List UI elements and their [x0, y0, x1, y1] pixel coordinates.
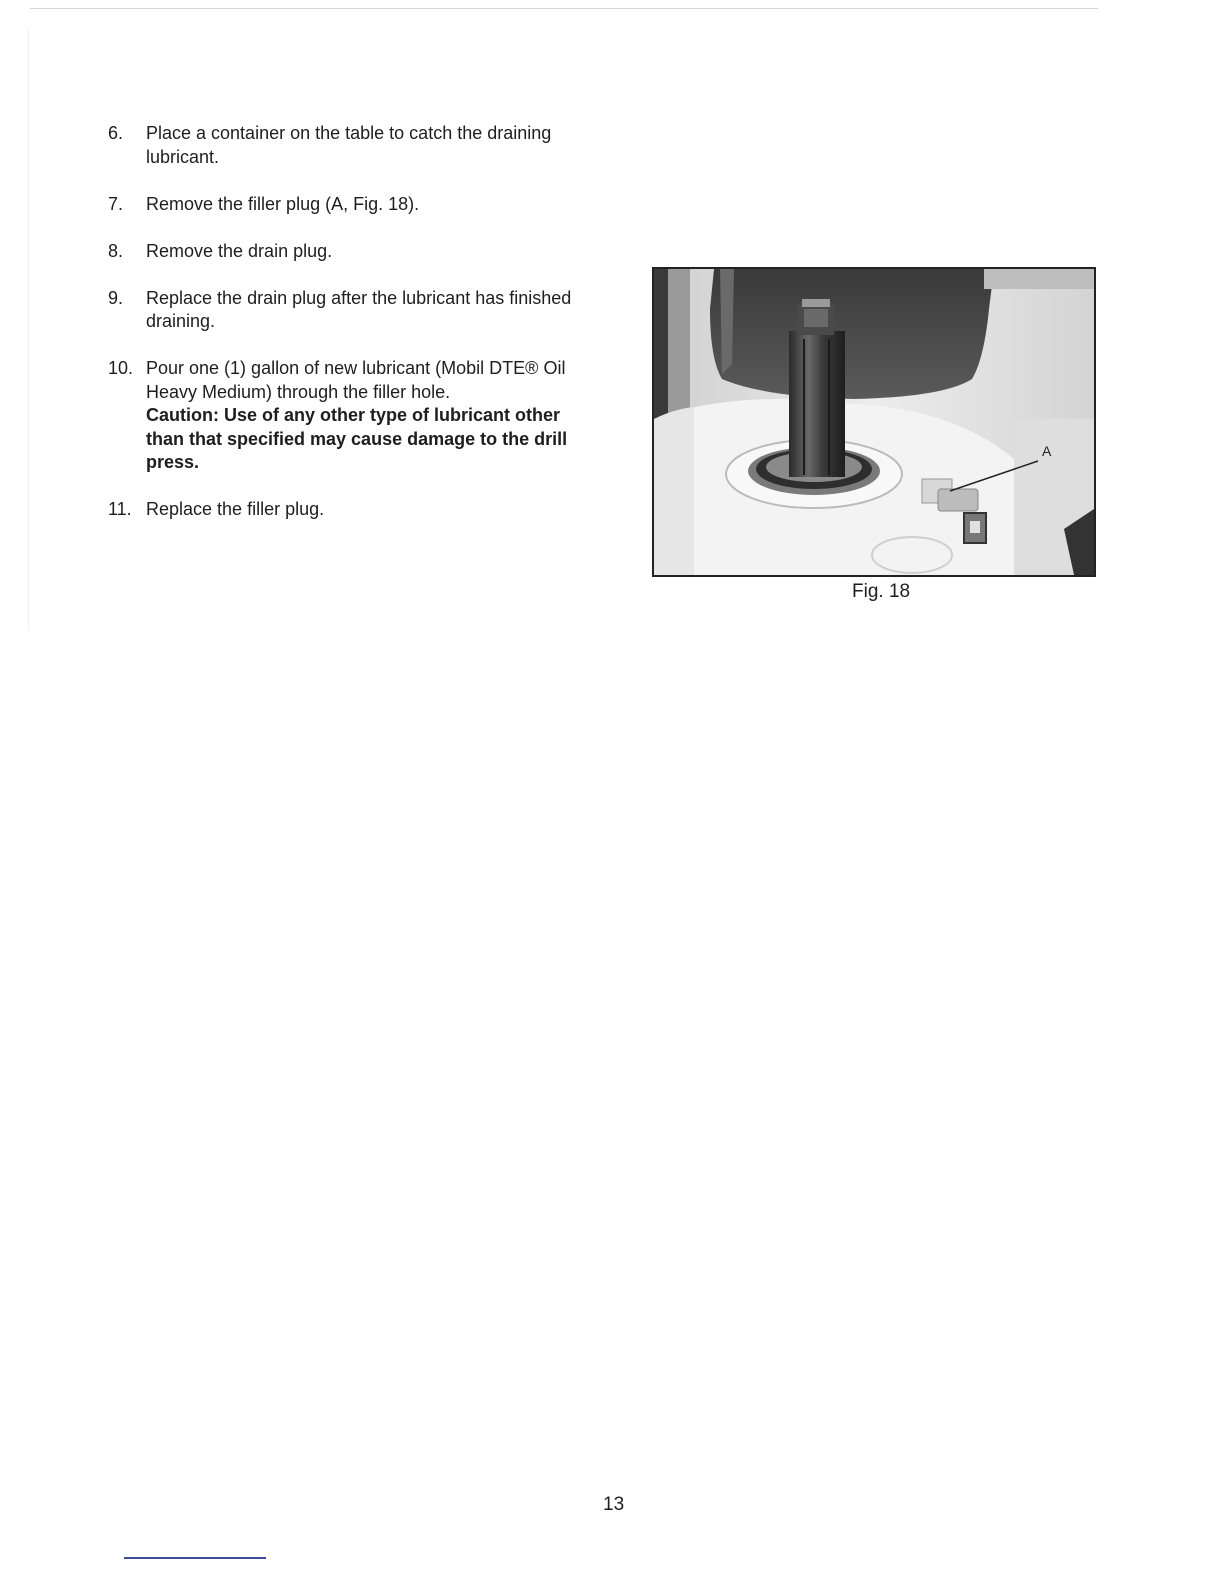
scan-margin-line	[28, 30, 29, 630]
step-text: Pour one (1) gallon of new lubricant (Mobil DTE® Oil Heavy Medium) through the filler hole.	[146, 358, 566, 402]
step-number: 9.	[108, 287, 124, 308]
bottom-rule	[124, 1557, 266, 1559]
step-text: Remove the filler plug (A, Fig. 18).	[146, 193, 420, 214]
step-text: Replace the filler plug.	[146, 499, 325, 519]
step-6	[108, 122, 588, 169]
step-7	[108, 193, 588, 217]
step-number: 6.	[108, 123, 124, 143]
step-text: Place a container on the table to catch the draining lubricant.	[146, 123, 552, 167]
figure-caption: Fig. 18	[852, 581, 911, 602]
step-number: 7.	[108, 193, 124, 214]
page-number: 13	[603, 1494, 625, 1515]
step-10	[108, 357, 588, 475]
step-number: 10.	[108, 358, 134, 378]
caution-text: Caution: Use of any other type of lubricant other than that specified may cause damage to the drill press.	[146, 405, 568, 472]
step-number: 11.	[108, 499, 132, 519]
drill-press-photo	[654, 269, 1094, 575]
step-11	[108, 498, 588, 522]
step-number: 8.	[108, 240, 124, 261]
step-9	[108, 287, 588, 334]
step-text: Remove the drain plug.	[146, 240, 333, 261]
step-text: Replace the drain plug after the lubricant has finished draining.	[146, 287, 572, 331]
figure-18-photo	[652, 267, 1096, 577]
scan-edge-line	[30, 8, 1098, 9]
instruction-list	[108, 122, 588, 545]
callout-label-a: A	[1042, 443, 1052, 459]
step-8	[108, 240, 588, 264]
